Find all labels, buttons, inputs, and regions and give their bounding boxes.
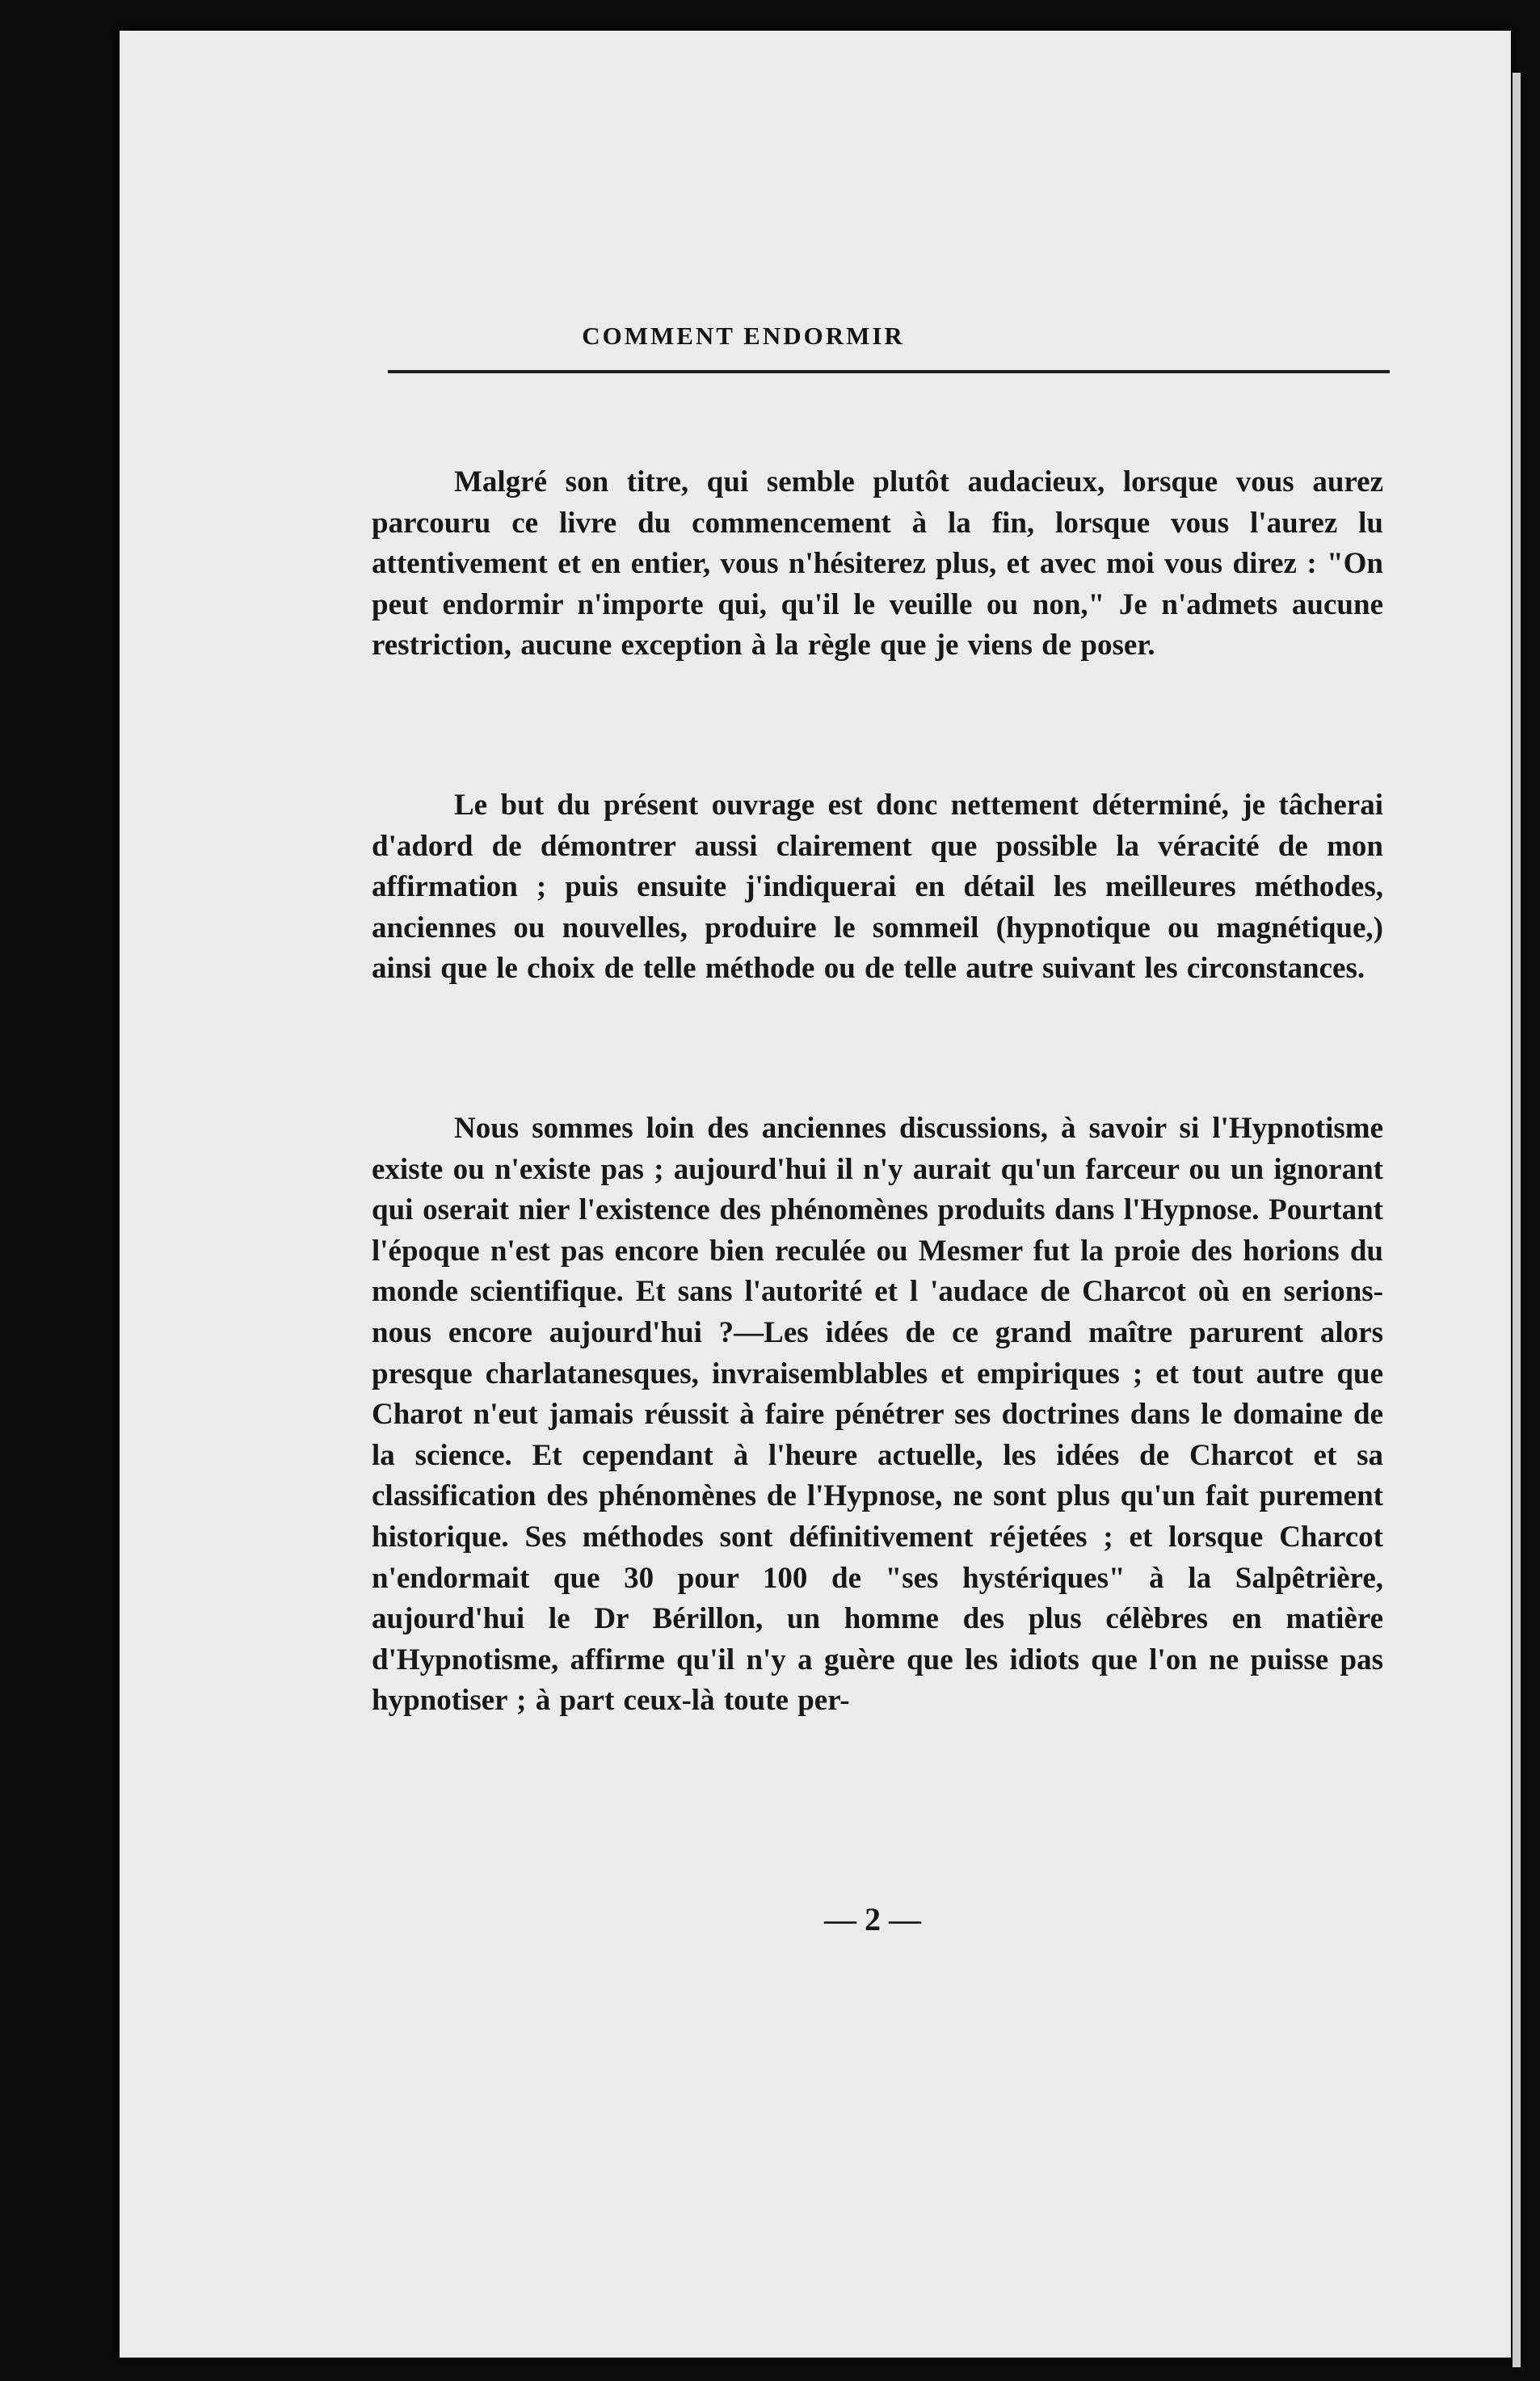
paragraph-2: Le but du présent ouvrage est donc nettement déterminé, je tâcherai d'adord de démontrer aussi clairement que possible la véracité de mon affirmation ; puis ensuite j'indiquerai en détail les meilleures méthodes, anciennes ou nouvelles, produire le sommeil (hypnotique ou magnétique,) ainsi que le choix de telle méthode ou de telle autre suivant les circonstances.: [372, 789, 1383, 986]
page-number: — 2 —: [824, 1901, 921, 1937]
facing-page-edge: [1513, 73, 1521, 2367]
header-rule: [388, 370, 1390, 373]
paragraph-3: Nous sommes loin des anciennes discussions, à savoir si l'Hypnotisme existe ou n'existe pas ; aujourd'hui il n'y aurait qu'un farceur ou un ignorant qui oserait nier l'existence des phénomènes produits dans l'Hypnose. Pourtant l'époque n'est pas encore bien reculée ou Mesmer fut la proie des horions du monde scientifique. Et sans l'autorité et l 'audace de Charcot où en serions-nous encore aujourd'hui ?—Les idées de ce grand maître parurent alors presque charlatanesques, invraisemblables et empiriques ; et tout autre que Charot n'eut jamais réussit à faire pénétrer ses doctrines dans le domaine de la science. Et cependant à l'heure actuelle, les idées de Charcot et sa classification des phénomènes de l'Hypnose, ne sont plus qu'un fait purement historique. Ses méthodes sont définitivement réjetées ; et lorsque Charcot n'endormait que 30 pour 100 de "ses hystériques" à la Salpêtrière, aujourd'hui le Dr Bérillon, un homme des plus célèbres en matière d'Hypnotisme, affirme qu'il n'y a guère que les idiots que l'on ne puisse pas hypnotiser ; à part ceux-là toute per-: [372, 1112, 1383, 1718]
running-header: COMMENT ENDORMIR: [582, 322, 905, 350]
paragraph-1: Malgré son titre, qui semble plutôt audacieux, lorsque vous aurez parcouru ce livre du commencement à la fin, lorsque vous l'aurez lu attentivement et en entier, vous n'hésiterez plus, et avec moi vous direz : "On peut endormir n'importe qui, qu'il le veuille ou non," Je n'admets aucune restriction, aucune exception à la règle que je viens de poser.: [372, 465, 1383, 663]
